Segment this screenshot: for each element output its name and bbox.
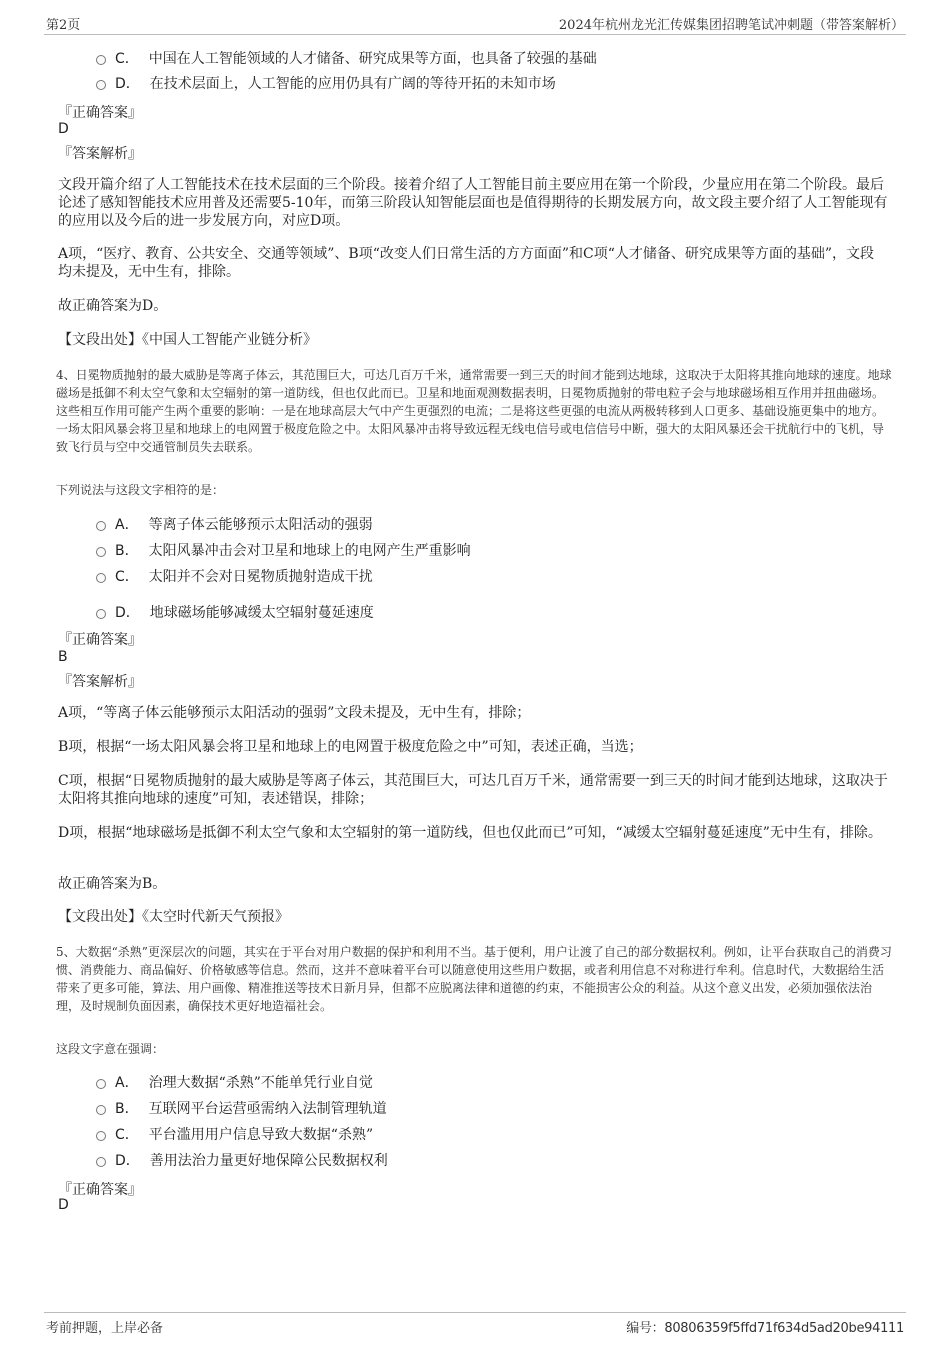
q4-analysis-b: B项，根据“一场太阳风暴会将卫星和地球上的电网置于极度危险之中”可知，表述正确，当选； [58, 739, 643, 755]
q5-question: 这段文字意在强调： [56, 1042, 165, 1056]
q3-analysis-p1: 文段开篇介绍了人工智能技术在技术层面的三个阶段。接着介绍了人工智能目前主要应用在第一个阶段，少量应用在第二个阶段。最后论述了感知智能技术应用普及还需要5-10年，而第三阶段认知智能层面也是值得期待的长期发展方向，故文段主要介绍了人工智能现有的应用以及今后的进一步发展方向，对应D项。 [58, 177, 888, 229]
q4-analysis-c: C项，根据“日冕物质抛射的最大威胁是等离子体云，其范围巨大，可达几百万千米，通常需要一到三天的时间才能到达地球，这取决于太阳将其推向地球的速度”可知，表述错误，排除； [58, 773, 888, 807]
q4-stem: 4、日冕物质抛射的最大威胁是等离子体云，其范围巨大，可达几百万千米，通常需要一到三天的时间才能到达地球，这取决于太阳将其推向地球的速度。地球磁场是抵御不利太空气象和太空辐射的第一道防线，但也仅此而已。卫星和地面观测数据表明，日冕物质抛射的带电粒子会与地球磁场相互作用并扭曲磁场。这些相互作用可能产生两个重要的影响：一是在地球高层大气中产生更强烈的电流；二是将这些更强的电流从两极转移到人口更多、基础设施更集中的地方。一场太阳风暴会将卫星和地球上的电网置于极度危险之中。太阳风暴冲击将导致远程无线电信号或电信信号中断，强大的太阳风暴还会干扰航行中的飞机，导致飞行员与空中交通管制员失去联系。 [56, 368, 892, 454]
radio-icon[interactable] [96, 1079, 106, 1089]
q4-answer-label: 『正确答案』 [58, 632, 142, 648]
q4-option-a[interactable]: A． 等离子体云能够预示太阳活动的强弱 [96, 514, 373, 534]
document-code: 编号：80806359f5ffd71f634d5ad20be94111 [626, 1321, 904, 1336]
q4-analysis-d: D项，根据“地球磁场是抵御不利太空气象和太空辐射的第一道防线，但也仅此而已”可知，“减缓太空辐射蔓延速度”无中生有，排除。 [58, 825, 882, 841]
radio-icon[interactable] [96, 1105, 106, 1115]
radio-icon[interactable] [96, 547, 106, 557]
page-number: 第2页 [46, 18, 81, 33]
q3-analysis-p3: 故正确答案为D。 [58, 298, 168, 314]
q4-analysis-conclusion: 故正确答案为B。 [58, 876, 167, 892]
radio-icon[interactable] [96, 573, 106, 583]
page-header [44, 14, 906, 35]
q4-source: 【文段出处】《太空时代新天气预报》 [58, 909, 289, 925]
q3-analysis-label: 『答案解析』 [58, 146, 142, 162]
q4-answer: B [58, 649, 68, 665]
q3-answer: D [58, 121, 69, 137]
q5-option-d[interactable]: D． 善用法治力量更好地保障公民数据权利 [96, 1150, 388, 1170]
radio-icon[interactable] [96, 80, 106, 90]
q4-analysis-a: A项，“等离子体云能够预示太阳活动的强弱”文段未提及，无中生有，排除； [58, 705, 531, 721]
q4-question: 下列说法与这段文字相符的是： [56, 483, 225, 497]
q5-option-a[interactable]: A． 治理大数据“杀熟”不能单凭行业自觉 [96, 1072, 373, 1092]
radio-icon[interactable] [96, 521, 106, 531]
q3-option-c[interactable]: C． 中国在人工智能领域的人才储备、研究成果等方面，也具备了较强的基础 [96, 48, 597, 68]
q4-analysis-label: 『答案解析』 [58, 674, 142, 690]
q3-answer-label: 『正确答案』 [58, 105, 142, 121]
q5-option-b[interactable]: B． 互联网平台运营亟需纳入法制管理轨道 [96, 1098, 387, 1118]
q3-option-d[interactable]: D． 在技术层面上，人工智能的应用仍具有广阔的等待开拓的未知市场 [96, 73, 556, 93]
radio-icon[interactable] [96, 1131, 106, 1141]
radio-icon[interactable] [96, 1157, 106, 1167]
document-title: 2024年杭州龙光汇传媒集团招聘笔试冲刺题（带答案解析） [558, 18, 904, 33]
q4-option-d[interactable]: D． 地球磁场能够减缓太空辐射蔓延速度 [96, 602, 374, 622]
q5-answer-label: 『正确答案』 [58, 1182, 142, 1198]
q3-analysis-p2: A项，“医疗、教育、公共安全、交通等领域”、B项“改变人们日常生活的方方面面”和C项“人才储备、研究成果等方面的基础”，文段均未提及，无中生有，排除。 [58, 246, 875, 280]
q5-answer: D [58, 1197, 69, 1213]
q4-option-b[interactable]: B． 太阳风暴冲击会对卫星和地球上的电网产生严重影响 [96, 540, 471, 560]
footer-slogan: 考前押题，上岸必备 [46, 1321, 164, 1336]
radio-icon[interactable] [96, 55, 106, 65]
q3-source: 【文段出处】《中国人工智能产业链分析》 [58, 332, 317, 348]
q5-stem: 5、大数据“杀熟”更深层次的问题，其实在于平台对用户数据的保护和利用不当。基于便利，用户让渡了自己的部分数据权利。例如，让平台获取自己的消费习惯、消费能力、商品偏好、价格敏感等信息。然而，这并不意味着平台可以随意使用这些用户数据，或者利用信息不对称进行牟利。信息时代，大数据给生活带来了更多可能，算法、用户画像、精准推送等技术日新月异，但都不应脱离法律和道德的约束，不能损害公众的利益。从这个意义出发，必须加强依法治理，及时规制负面因素，确保技术更好地造福社会。 [56, 945, 892, 1013]
page-footer [44, 1312, 906, 1339]
radio-icon[interactable] [96, 609, 106, 619]
q5-option-c[interactable]: C． 平台滥用用户信息导致大数据“杀熟” [96, 1124, 373, 1144]
q4-option-c[interactable]: C． 太阳并不会对日冕物质抛射造成干扰 [96, 566, 373, 586]
